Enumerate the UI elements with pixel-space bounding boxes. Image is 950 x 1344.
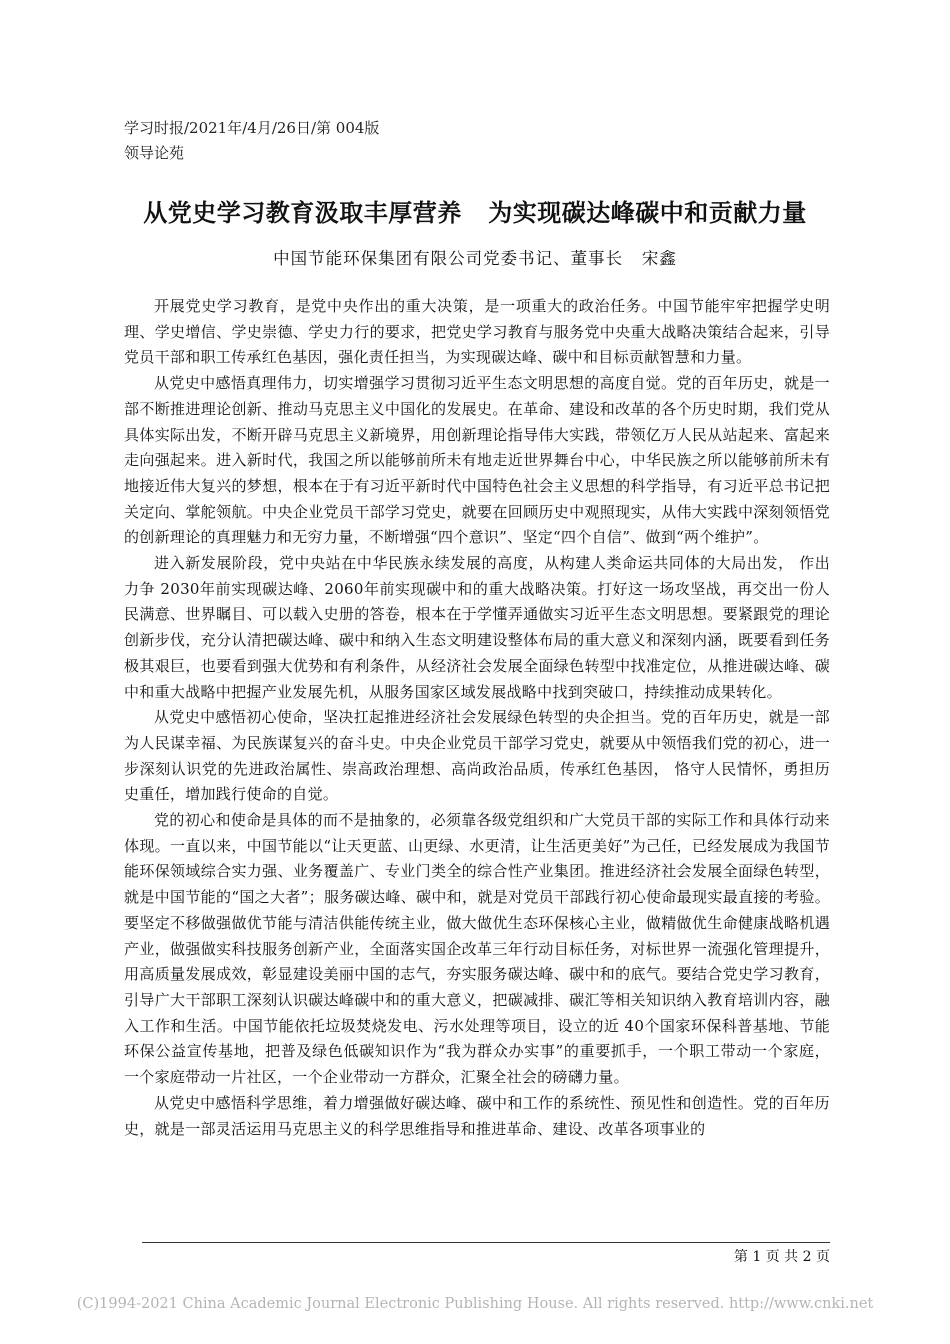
article-title: 从党史学习教育汲取丰厚营养 为实现碳达峰碳中和贡献力量 bbox=[143, 199, 807, 227]
paragraph: 从党史中感悟科学思维，着力增强做好碳达峰、碳中和工作的系统性、预见性和创造性。党的百年历史，就是一部灵活运用马克思主义的科学思维指导和推进革命、建设、改革各项事业的 bbox=[124, 1093, 830, 1138]
article-author: 中国节能环保集团有限公司党委书记、董事长 宋鑫 bbox=[273, 249, 677, 268]
publication-header bbox=[124, 116, 379, 166]
paragraph: 开展党史学习教育，是党中央作出的重大决策，是一项重大的政治任务。中国节能牢牢把握学史明理、学史增信、学史崇德、学史力行的要求，把党史学习教育与服务党中央重大战略决策结合起来，引导党员干部和职工传承红色基因，强化责任担当，为实现碳达峰、碳中和目标贡献智慧和力量。 bbox=[124, 297, 830, 367]
paragraph: 从党史中感悟真理伟力，切实增强学习贯彻习近平生态文明思想的高度自觉。党的百年历史，就是一部不断推进理论创新、推动马克思主义中国化的发展史。在革命、建设和改革的各个历史时期，我们党从具体实际出发，不断开辟马克思主义新境界，用创新理论指导伟大实践，带领亿万人民从站起来、富起来走向强起来。进入新时代，我国之所以能够前所未有地走近世界舞台中心，中华民族之所以能够前所未有地接近伟大复兴的梦想，根本在于有习近平新时代中国特色社会主义思想的科学指导，有习近平总书记把关定向、掌舵领航。中央企业党员干部学习党史，就要在回顾历史中观照现实，从伟大实践中深刻领悟党的创新理论的真理魅力和无穷力量，不断增强“四个意识”、坚定“四个自信”、做到“两个维护”。 bbox=[124, 374, 830, 547]
copyright-footer: (C)1994-2021 China Academic Journal Electronic Publishing House. All rights reserved. http://www.cnki.net bbox=[76, 1296, 874, 1312]
paragraph: 党的初心和使命是具体的而不是抽象的，必须靠各级党组织和广大党员干部的实际工作和具体行动来体现。一直以来，中国节能以“让天更蓝、山更绿、水更清，让生活更美好”为己任，已经发展成为我国节能环保领域综合实力强、业务覆盖广、专业门类全的综合性产业集团。推进经济社会发展全面绿色转型，就是中国节能的“国之大者”；服务碳达峰、碳中和，就是对党员干部践行初心使命最现实最直接的考验。要坚定不移做强做优节能与清洁供能传统主业，做大做优生态环保核心主业，做精做优生命健康战略机遇产业，做强做实科技服务创新产业，全面落实国企改革三年行动目标任务，对标世界一流强化管理提升，用高质量发展成效，彰显建设美丽中国的志气，夯实服务碳达峰、碳中和的底气。要结合党史学习教育，引导广大干部职工深刻认识碳达峰碳中和的重大意义，把碳减排、碳汇等相关知识纳入教育培训内容，融入工作和生活。中国节能依托垃圾焚烧发电、污水处理等项目，设立的近 40个国家环保科普基地、节能环保公益宣传基地，把普及绿色低碳知识作为“我为群众办实事”的重要抓手，一个职工带动一个家庭， 一个家庭带动一片社区，一个企业带动一方群众，汇聚全社会的磅礴力量。 bbox=[124, 811, 830, 1087]
page-number: 第 1 页 共 2 页 bbox=[733, 1249, 830, 1265]
footer-divider bbox=[142, 1242, 830, 1243]
column-name: 领导论苑 bbox=[124, 144, 185, 162]
paragraph: 进入新发展阶段，党中央站在中华民族永续发展的高度，从构建人类命运共同体的大局出发， 作出力争 2030年前实现碳达峰、2060年前实现碳中和的重大战略决策。打好这一场攻坚战，再交出一份人民满意、世界瞩目、可以载入史册的答卷，根本在于学懂弄通做实习近平生态文明思想。要紧跟党的理论创新步伐，充分认清把碳达峰、碳中和纳入生态文明建设整体布局的重大意义和深刻内涵，既要看到任务极其艰巨，也要看到强大优势和有利条件，从经济社会发展全面绿色转型中找准定位，从推进碳达峰、碳中和重大战略中把握产业发展先机，从服务国家区域发展战略中找到突破口，持续推动成果转化。 bbox=[124, 554, 830, 701]
article-body bbox=[124, 294, 830, 1142]
source-line: 学习时报/2021年/4月/26日/第 004版 bbox=[124, 119, 380, 137]
paragraph: 从党史中感悟初心使命，坚决扛起推进经济社会发展绿色转型的央企担当。党的百年历史，就是一部为人民谋幸福、为民族谋复兴的奋斗史。中央企业党员干部学习党史，就要从中领悟我们党的初心，进一步深刻认识党的先进政治属性、崇高政治理想、高尚政治品质，传承红色基因， 恪守人民情怀，勇担历史重任，增加践行使命的自觉。 bbox=[124, 708, 830, 804]
